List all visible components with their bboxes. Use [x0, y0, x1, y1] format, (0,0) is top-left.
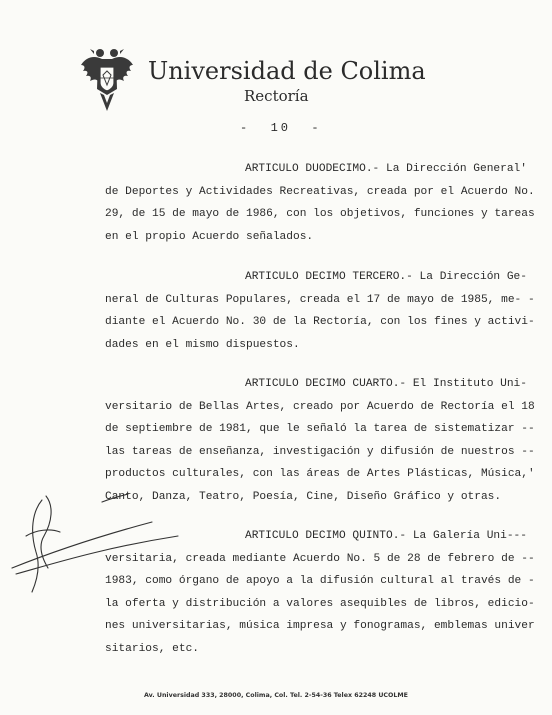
handwritten-signature — [2, 492, 182, 602]
university-seal-icon — [80, 45, 134, 113]
text-line: sitarios, etc. — [105, 642, 199, 655]
text-line: dades en el mismo dispuestos. — [105, 338, 300, 351]
article-13 — [105, 266, 535, 356]
text-line: ARTICULO DECIMO QUINTO.- La Galería Uni--- — [245, 530, 527, 542]
text-line: ARTICULO DUODECIMO.- La Dirección General' — [245, 163, 527, 175]
text-line: Canto, Danza, Teatro, Poesía, Cine, Diseño Gráfico y otras. — [105, 490, 502, 503]
office-name: Rectoría — [244, 87, 309, 105]
footer-address: Av. Universidad 333, 28000, Colima, Col. Tel. 2-54-36 Telex 62248 UCOLME — [144, 692, 408, 699]
text-line: 29, de 15 de mayo de 1986, con los objetivos, funciones y tareas — [105, 208, 535, 221]
text-line: las tareas de enseñanza, investigación y difusión de nuestros -- — [105, 445, 535, 458]
article-14 — [105, 373, 535, 509]
institution-name: Universidad de Colima — [148, 57, 426, 85]
text-line: ARTICULO DECIMO TERCERO.- La Dirección Ge- — [245, 271, 527, 283]
text-line: versitaria, creada mediante Acuerdo No. 5 de 28 de febrero de -- — [105, 552, 535, 565]
text-line: de septiembre de 1981, que le señaló la tarea de sistematizar -- — [105, 423, 535, 436]
text-line: 1983, como órgano de apoyo a la difusión cultural al través de - — [105, 575, 535, 588]
text-line: nes universitarias, música impresa y fonogramas, emblemas univer — [105, 620, 535, 633]
text-line: versitario de Bellas Artes, creado por Acuerdo de Rectoría el 18 — [105, 400, 535, 413]
text-line: productos culturales, con las áreas de Artes Plásticas, Música,' — [105, 468, 535, 481]
article-12 — [105, 158, 535, 248]
text-line: la oferta y distribución a valores asequibles de libros, edicio- — [105, 597, 535, 610]
text-line: diante el Acuerdo No. 30 de la Rectoría, con los fines y activi- — [105, 316, 535, 329]
text-line: ARTICULO DECIMO CUARTO.- El Instituto Uni- — [245, 378, 527, 390]
page-number: - 10 - — [240, 121, 322, 135]
text-line: de Deportes y Actividades Recreativas, creada por el Acuerdo No. — [105, 185, 535, 198]
text-line: neral de Culturas Populares, creada el 17 de mayo de 1985, me- - — [105, 293, 535, 306]
text-line: en el propio Acuerdo señalados. — [105, 230, 314, 243]
